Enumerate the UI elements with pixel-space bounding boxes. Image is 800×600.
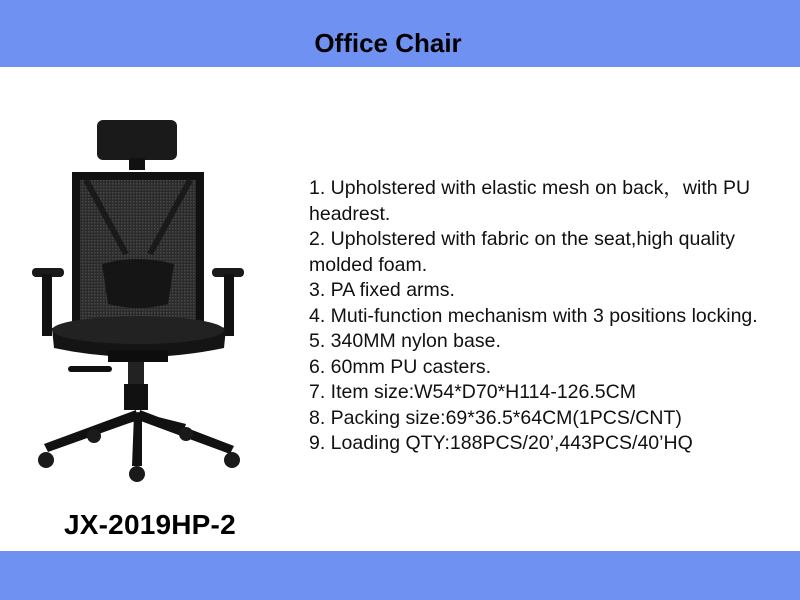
model-number: JX-2019HP-2: [64, 509, 236, 540]
spec-item: 8. Packing size:69*36.5*64CM(1PCS/CNT): [309, 406, 682, 429]
spec-item: 1. Upholstered with elastic mesh on back，with PU headrest.: [309, 177, 751, 225]
spec-item: 5. 340MM nylon base.: [309, 330, 501, 352]
spec-item: 3. PA fixed arms.: [309, 279, 455, 301]
spec-item: 7. Item size:W54*D70*H114-126.5CM: [309, 381, 636, 403]
spec-item: 9. Loading QTY:188PCS/20’,443PCS/40’HQ: [309, 432, 693, 454]
spec-item: 2. Upholstered with fabric on the seat,high quality molded foam.: [309, 228, 736, 276]
page-title: Office Chair: [314, 28, 462, 58]
office-chair-icon: [28, 114, 250, 484]
spec-item: 6. 60mm PU casters.: [309, 355, 492, 378]
spec-item: 4. Muti-function mechanism with 3 positions locking.: [309, 304, 758, 327]
bottom-banner: [0, 551, 800, 600]
spec-list: [309, 176, 789, 457]
